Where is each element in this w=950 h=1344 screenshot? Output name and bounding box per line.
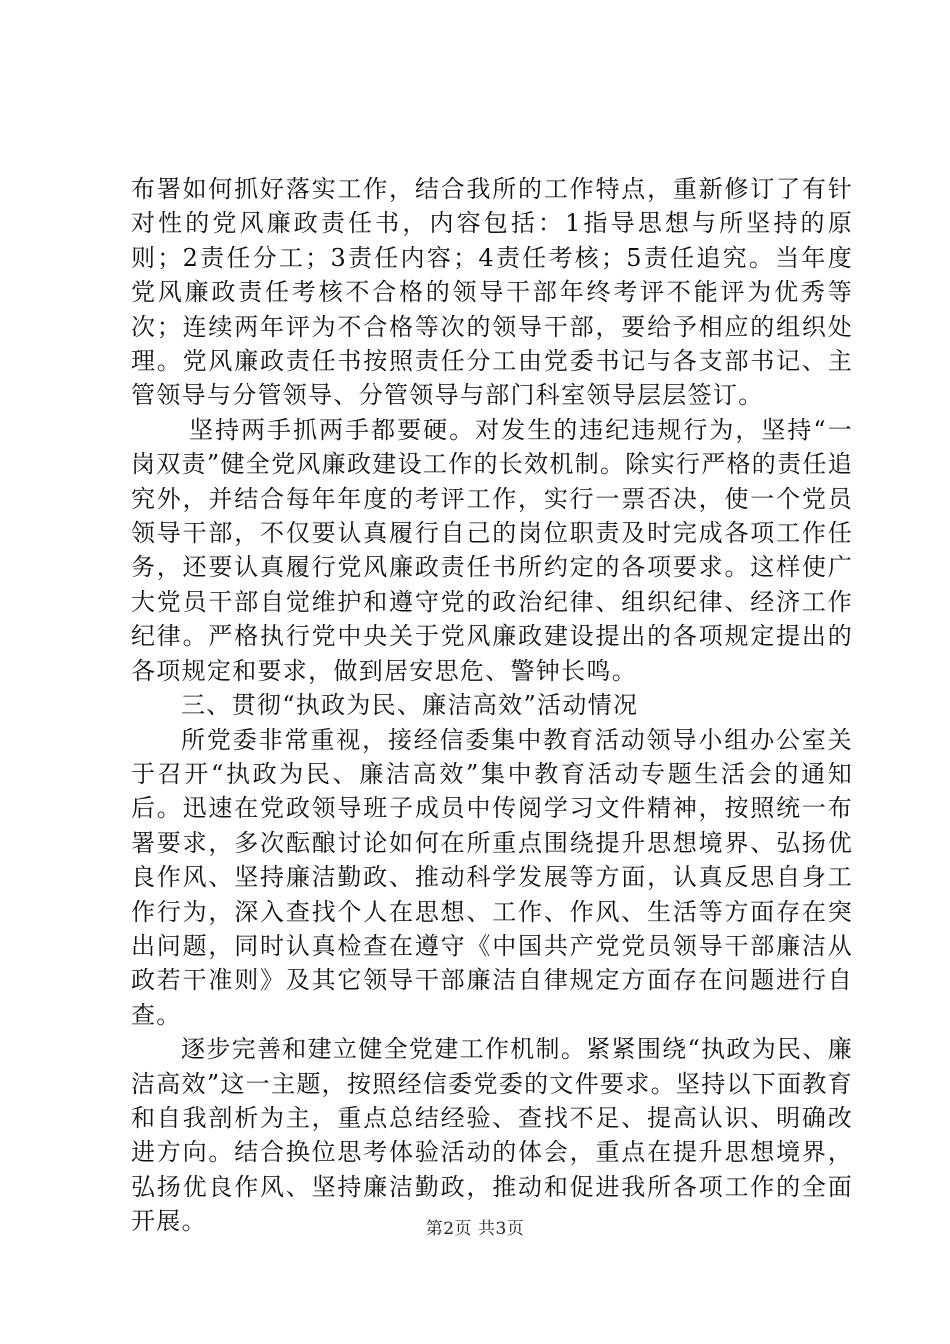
document-body bbox=[131, 172, 853, 1239]
paragraph-party-committee: 所党委非常重视，接经信委集中教育活动领导小组办公室关于召开“执政为民、廉洁高效”集中教育活动专题生活会的通知后。迅速在党政领导班子成员中传阅学习文件精神，按照统一布署要求，多次酝酿讨论如何在所重点围绕提升思想境界、弘扬优良作风、坚持廉洁勤政、推动科学发展等方面，认真反思自身工作行为，深入查找个人在思想、工作、作风、生活等方面存在突出问题，同时认真检查在遵守《中国共产党党员领导干部廉洁从政若干准则》及其它领导干部廉洁自律规定方面存在问题进行自查。 bbox=[131, 725, 853, 1029]
section-heading-3: 三、贯彻“执政为民、廉洁高效”活动情况 bbox=[181, 691, 639, 720]
page-footer: 第2页 共3页 bbox=[425, 1219, 525, 1239]
paragraph-responsibility-book: 布署如何抓好落实工作，结合我所的工作特点，重新修订了有针对性的党风廉政责任书，内容包括：1指导思想与所坚持的原则；2责任分工；3责任内容；4责任考核；5责任追究。当年度党风廉政责任考核不合格的领导干部年终考评不能评为优秀等次；连续两年评为不合格等次的领导干部，要给予相应的组织处理。党风廉政责任书按照责任分工由党委书记与各支部书记、主管领导与分管领导、分管领导与部门科室领导层层签订。 bbox=[131, 175, 853, 410]
paragraph-mechanism: 逐步完善和建立健全党建工作机制。紧紧围绕“执政为民、廉洁高效”这一主题，按照经信委党委的文件要求。坚持以下面教育和自我剖析为主，重点总结经验、查找不足、提高认识、明确改进方向。结合换位思考体验活动的体会，重点在提升思想境界，弘扬优良作风、坚持廉洁勤政，推动和促进我所各项工作的全面开展。 bbox=[131, 1035, 853, 1236]
paragraph-two-hands: 坚持两手抓两手都要硬。对发生的违纪违规行为，坚持“一岗双责”健全党风廉政建设工作的长效机制。除实行严格的责任追究外，并结合每年年度的考评工作，实行一票否决，使一个党员领导干部，不仅要认真履行自己的岗位职责及时完成各项工作任务，还要认真履行党风廉政责任书所约定的各项要求。这样使广大党员干部自觉维护和遵守党的政治纪律、组织纪律、经济工作纪律。严格执行党中央关于党风廉政建设提出的各项规定提出的各项规定和要求，做到居安思危、警钟长鸣。 bbox=[131, 415, 853, 685]
